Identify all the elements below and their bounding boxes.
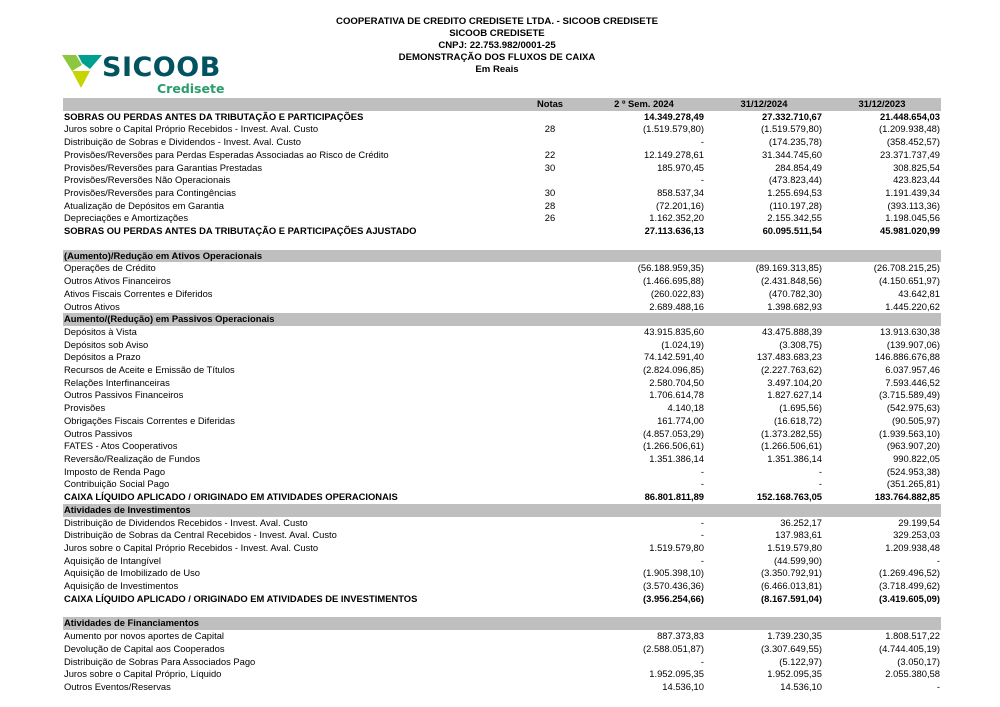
row-notes	[517, 630, 583, 643]
section-header-row	[63, 313, 941, 326]
table-row	[63, 389, 941, 402]
row-value-sem2-2024: 27.113.636,13	[644, 225, 704, 237]
table-row	[63, 630, 941, 643]
row-value-2023: -	[936, 680, 940, 692]
row-value-sem2-2024: 12.149.278,61	[644, 148, 704, 160]
row-notes: 28	[544, 199, 556, 211]
table-row	[63, 643, 941, 656]
row-label: Imposto de Renda Pago	[64, 465, 166, 477]
row-label: Ativos Fiscais Correntes e Diferidos	[64, 287, 213, 299]
row-value-2024: 3.497.104,20	[767, 376, 822, 388]
logo-brand: SICOOB	[102, 52, 221, 83]
row-label: Distribuição de Sobras e Dividendos - Invest. Aval. Custo	[64, 136, 301, 148]
row-value-sem2-2024: (2.824.096,85)	[643, 364, 704, 376]
row-value-2023: 45.981.020,99	[880, 225, 940, 237]
row-value-2024: 31.344.745,60	[762, 148, 822, 160]
row-value-2023: (393.113,36)	[887, 199, 940, 211]
row-value-2023: 23.371.737,49	[880, 148, 940, 160]
row-notes	[517, 174, 583, 187]
row-value-2023: (1.939.563,10)	[879, 427, 940, 439]
row-label: Depósitos à Vista	[64, 325, 137, 337]
row-value-2023: (1.209.938,48)	[879, 123, 940, 135]
row-value-sem2-2024: 858.537,34	[657, 186, 704, 198]
row-value-sem2-2024: (1.466.695,88)	[643, 275, 704, 287]
row-notes	[517, 656, 583, 669]
table-row	[63, 529, 941, 542]
row-value-sem2-2024	[583, 313, 705, 326]
row-notes	[517, 377, 583, 390]
row-value-sem2-2024: 14.349.278,49	[644, 110, 704, 122]
row-value-2023: (3.715.589,49)	[879, 389, 940, 401]
table-row	[63, 440, 941, 453]
row-label: Outros Eventos/Reservas	[64, 680, 171, 692]
row-value-sem2-2024: 2.580.704,50	[649, 376, 704, 388]
row-value-2023: (90.505,97)	[892, 414, 940, 426]
row-value-2023: 1.445.220,62	[885, 300, 940, 312]
row-value-2023	[823, 250, 941, 263]
row-label: Depósitos a Prazo	[64, 351, 141, 363]
row-value-sem2-2024: 1.162.352,20	[649, 212, 704, 224]
row-value-sem2-2024: (2.588.051,87)	[643, 642, 704, 654]
row-notes	[517, 389, 583, 402]
row-notes: 28	[544, 123, 556, 135]
row-value-sem2-2024: (1.266.506,61)	[643, 440, 704, 452]
section-header-row	[63, 504, 941, 517]
row-label: SOBRAS OU PERDAS ANTES DA TRIBUTAÇÃO E PARTICIPAÇÕES AJUSTADO	[64, 225, 417, 237]
spacer-row	[63, 605, 941, 617]
row-notes	[517, 275, 583, 288]
row-notes	[517, 453, 583, 466]
row-value-2024: (5.122,97)	[779, 655, 822, 667]
row-value-2023	[823, 605, 941, 617]
table-row	[63, 200, 941, 213]
row-notes	[517, 643, 583, 656]
col-header-2024: 31/12/2024	[705, 98, 823, 111]
table-row	[63, 656, 941, 669]
row-label: Contribuição Social Pago	[64, 478, 170, 490]
table-header-row	[63, 98, 941, 111]
row-value-2024: (1.373.282,55)	[761, 427, 822, 439]
cnpj: CNPJ: 22.753.982/0001-25	[438, 40, 556, 51]
row-notes	[517, 238, 583, 250]
row-label: Distribuição de Sobras da Central Recebidos - Invest. Aval. Custo	[64, 529, 337, 541]
row-notes	[517, 351, 583, 364]
row-value-2024: 1.255.694,53	[767, 186, 822, 198]
row-label: Distribuição de Sobras Para Associados Pago	[64, 655, 256, 667]
table-row	[63, 162, 941, 175]
logo-subbrand: Credisete	[157, 81, 225, 96]
row-value-sem2-2024: 1.706.614,78	[649, 389, 704, 401]
table-row	[63, 149, 941, 162]
row-value-2023: (4.150.651,97)	[879, 275, 940, 287]
table-row	[63, 428, 941, 441]
row-notes	[517, 681, 583, 694]
row-value-sem2-2024: -	[700, 655, 704, 667]
table-row	[63, 339, 941, 352]
row-notes	[517, 466, 583, 479]
row-value-2023: 423.823,44	[893, 174, 940, 186]
row-value-sem2-2024: 86.801.811,89	[644, 491, 704, 503]
row-notes	[517, 542, 583, 555]
row-value-2024: (473.823,44)	[768, 174, 822, 186]
row-notes	[517, 111, 583, 124]
row-label: Aumento por novos aportes de Capital	[64, 630, 224, 642]
table-row	[63, 174, 941, 187]
table-row	[63, 275, 941, 288]
row-value-2024	[705, 238, 823, 250]
row-notes	[517, 517, 583, 530]
row-notes	[517, 580, 583, 593]
row-label: Aquisição de Imobilizado de Uso	[64, 567, 201, 579]
row-value-2023: 1.198.045,56	[885, 212, 940, 224]
row-value-sem2-2024: 43.915.835,60	[644, 325, 704, 337]
row-notes	[517, 567, 583, 580]
row-value-sem2-2024: (4.857.053,29)	[643, 427, 704, 439]
row-value-2023: 183.764.882,85	[874, 491, 940, 503]
table-row	[63, 364, 941, 377]
total-row	[63, 225, 941, 238]
row-notes	[517, 415, 583, 428]
row-value-2023: 6.037.957,46	[885, 364, 940, 376]
row-value-sem2-2024: (260.022,83)	[650, 287, 704, 299]
table-row	[63, 580, 941, 593]
row-value-2024: 284.854,49	[775, 161, 822, 173]
row-label: Provisões/Reversões Não Operacionais	[64, 174, 231, 186]
row-label: Juros sobre o Capital Próprio Recebidos - Invest. Aval. Custo	[64, 123, 319, 135]
row-notes	[517, 313, 583, 326]
row-value-2023: 43.642,81	[898, 287, 940, 299]
table-row	[63, 326, 941, 339]
row-value-2024: 137.483.683,23	[756, 351, 822, 363]
table-row	[63, 288, 941, 301]
row-label: Outros Passivos Financeiros	[64, 389, 184, 401]
row-value-2023: 146.886.676,88	[874, 351, 940, 363]
row-notes	[517, 428, 583, 441]
row-value-sem2-2024: (1.905.398,10)	[643, 567, 704, 579]
row-value-2023	[823, 238, 941, 250]
row-value-2023	[823, 313, 941, 326]
row-value-sem2-2024	[583, 504, 705, 517]
row-value-2024: (3.307.649,55)	[761, 642, 822, 654]
row-value-2023: 1.191.439,34	[885, 186, 940, 198]
table-row	[63, 301, 941, 314]
row-value-sem2-2024: 4.140,18	[667, 402, 704, 414]
row-value-2024: (1.266.506,61)	[761, 440, 822, 452]
row-value-sem2-2024	[583, 250, 705, 263]
row-value-2023: (358.452,57)	[886, 136, 940, 148]
row-value-2023: (963.907,20)	[886, 440, 940, 452]
row-value-2023: (4.744.405,19)	[879, 642, 940, 654]
row-notes	[517, 339, 583, 352]
row-label: Depósitos sob Aviso	[64, 338, 149, 350]
row-value-2024	[705, 313, 823, 326]
section-header-row	[63, 250, 941, 263]
row-value-sem2-2024: (72.201,16)	[656, 199, 704, 211]
row-value-2023: 308.825,54	[893, 161, 940, 173]
row-value-2023: 2.055.380,58	[885, 668, 940, 680]
row-value-2024: 1.827.627,14	[767, 389, 822, 401]
table-row	[63, 262, 941, 275]
row-value-2024: 2.155.342,55	[767, 212, 822, 224]
table-row	[63, 681, 941, 694]
row-label: Operações de Crédito	[64, 262, 156, 274]
row-value-2024: (89.169.313,85)	[755, 262, 822, 274]
row-label: Aumento/(Redução) em Passivos Operacionais	[63, 313, 517, 326]
row-value-sem2-2024	[583, 617, 705, 630]
table-row	[63, 402, 941, 415]
row-value-sem2-2024: -	[700, 529, 704, 541]
row-notes	[517, 402, 583, 415]
sicoob-chevron-icon	[62, 55, 102, 89]
row-value-sem2-2024: 2.689.488,16	[649, 300, 704, 312]
row-value-2024: 36.252,17	[780, 516, 822, 528]
table-body	[63, 111, 941, 694]
row-label: Aquisição de Investimentos	[64, 580, 179, 592]
row-value-2023: (1.269.496,52)	[879, 567, 940, 579]
row-label: Reversão/Realização de Fundos	[64, 452, 201, 464]
table-row	[63, 351, 941, 364]
total-row	[63, 593, 941, 606]
row-value-sem2-2024: (1.024,19)	[661, 338, 704, 350]
table-row	[63, 668, 941, 681]
row-notes	[517, 250, 583, 263]
row-notes	[517, 478, 583, 491]
row-value-sem2-2024: -	[700, 174, 704, 186]
row-value-2023: (351.265,81)	[886, 478, 940, 490]
row-value-sem2-2024: 1.351.386,14	[649, 452, 704, 464]
row-notes	[517, 364, 583, 377]
row-label: Juros sobre o Capital Próprio Recebidos - Invest. Aval. Custo	[64, 541, 319, 553]
table-row	[63, 212, 941, 225]
row-value-2024: 14.536,10	[780, 680, 822, 692]
row-label: Provisões/Reversões para Contingências	[64, 186, 236, 198]
row-label: Relações Interfinanceiras	[64, 376, 170, 388]
row-value-sem2-2024: 161.774,00	[657, 414, 704, 426]
table-row	[63, 542, 941, 555]
row-notes	[517, 288, 583, 301]
row-value-sem2-2024: -	[700, 516, 704, 528]
company-name: COOPERATIVA DE CREDITO CREDISETE LTDA. - SICOOB CREDISETE	[336, 16, 658, 27]
row-label: Provisões/Reversões para Perdas Esperadas Associadas ao Risco de Crédito	[64, 148, 389, 160]
row-value-sem2-2024: 1.952.095,35	[649, 668, 704, 680]
report-header	[300, 16, 694, 76]
row-label: Atividades de Investimentos	[63, 504, 517, 517]
table-row	[63, 123, 941, 136]
table-row	[63, 466, 941, 479]
row-label: Juros sobre o Capital Próprio, Líquido	[64, 668, 222, 680]
row-value-2024: 137.983,61	[775, 529, 822, 541]
row-label	[63, 238, 517, 250]
row-notes	[517, 225, 583, 238]
row-value-2023: (3.718.499,62)	[879, 580, 940, 592]
spacer-row	[63, 238, 941, 250]
row-value-2024: (174.235,78)	[768, 136, 822, 148]
row-value-sem2-2024: -	[700, 478, 704, 490]
row-notes	[517, 668, 583, 681]
row-value-2023	[823, 504, 941, 517]
row-label: CAIXA LÍQUIDO APLICADO / ORIGINADO EM ATIVIDADES DE INVESTIMENTOS	[64, 592, 418, 604]
row-label: Outros Ativos	[64, 300, 120, 312]
row-label: Recursos de Aceite e Emissão de Títulos	[64, 364, 235, 376]
table-row	[63, 517, 941, 530]
row-value-2023: 1.808.517,22	[885, 630, 940, 642]
row-notes	[517, 491, 583, 504]
row-value-sem2-2024: -	[700, 554, 704, 566]
row-label: SOBRAS OU PERDAS ANTES DA TRIBUTAÇÃO E PARTICIPAÇÕES	[64, 110, 364, 122]
row-value-2023: (3.050,17)	[897, 655, 940, 667]
row-value-2024: 1.739.230,35	[767, 630, 822, 642]
section-header-row	[63, 617, 941, 630]
row-value-2023: 7.593.446,52	[885, 376, 940, 388]
row-value-2024	[705, 617, 823, 630]
row-label: Outros Passivos	[64, 427, 133, 439]
cash-flow-table	[63, 98, 941, 694]
row-label: Provisões/Reversões para Garantias Prestadas	[64, 161, 263, 173]
row-value-2023: (26.708.215,25)	[873, 262, 940, 274]
row-value-2024: (6.466.013,81)	[761, 580, 822, 592]
row-label: Depreciações e Amortizações	[64, 212, 189, 224]
row-label: CAIXA LÍQUIDO APLICADO / ORIGINADO EM ATIVIDADES OPERACIONAIS	[64, 491, 398, 503]
table-row	[63, 478, 941, 491]
row-value-2024: (3.308,75)	[779, 338, 822, 350]
row-value-sem2-2024	[583, 238, 705, 250]
col-header-2023: 31/12/2023	[823, 98, 941, 111]
table-row	[63, 377, 941, 390]
report-title: DEMONSTRAÇÃO DOS FLUXOS DE CAIXA	[398, 52, 596, 63]
row-value-sem2-2024: 14.536,10	[662, 680, 704, 692]
row-notes	[517, 136, 583, 149]
row-label: (Aumento)/Redução em Ativos Operacionais	[63, 250, 517, 263]
row-value-2024: (2.227.763,62)	[761, 364, 822, 376]
row-value-2024: (16.618,72)	[774, 414, 822, 426]
row-value-2023: 21.448.654,03	[880, 110, 940, 122]
row-value-2023: (542.975,63)	[886, 402, 940, 414]
currency-note: Em Reais	[475, 64, 519, 75]
row-value-2024: (8.167.591,04)	[761, 592, 822, 604]
row-notes: 26	[544, 212, 556, 224]
row-notes	[517, 605, 583, 617]
row-value-2023: (139.907,06)	[886, 338, 940, 350]
row-value-2024: (44.599,90)	[774, 554, 822, 566]
col-header-notes: Notas	[517, 98, 583, 111]
row-value-2024: -	[818, 478, 822, 490]
row-value-2023: 329.253,03	[893, 529, 940, 541]
row-value-2024	[705, 605, 823, 617]
row-value-2024: 60.095.511,54	[762, 225, 822, 237]
row-value-2023: 13.913.630,38	[880, 325, 940, 337]
row-value-2024: (470.782,30)	[768, 287, 822, 299]
row-label: Aquisição de Intangível	[64, 554, 161, 566]
row-value-2023: (524.953,38)	[886, 465, 940, 477]
row-value-sem2-2024: (3.956.254,66)	[643, 592, 704, 604]
table-row	[63, 415, 941, 428]
row-value-2024	[705, 250, 823, 263]
row-notes	[517, 262, 583, 275]
row-value-sem2-2024	[583, 605, 705, 617]
row-value-2024: 27.332.710,67	[762, 110, 822, 122]
row-notes	[517, 301, 583, 314]
row-value-2024	[705, 504, 823, 517]
table-row	[63, 136, 941, 149]
row-value-2024: (3.350.792,91)	[761, 567, 822, 579]
total-row	[63, 111, 941, 124]
row-value-2023	[823, 617, 941, 630]
row-label: Provisões	[64, 402, 106, 414]
row-value-sem2-2024: 887.373,83	[657, 630, 704, 642]
row-value-2024: (1.519.579,80)	[761, 123, 822, 135]
table-row	[63, 555, 941, 568]
row-value-sem2-2024: (3.570.436,36)	[643, 580, 704, 592]
row-value-2023: 29.199,54	[898, 516, 940, 528]
row-value-sem2-2024: 185.970,45	[657, 161, 704, 173]
row-label: Distribuição de Dividendos Recebidos - Invest. Aval. Custo	[64, 516, 308, 528]
row-notes	[517, 529, 583, 542]
row-notes	[517, 440, 583, 453]
table-row	[63, 453, 941, 466]
row-notes: 30	[544, 186, 556, 198]
total-row	[63, 491, 941, 504]
row-value-2023: (3.419.605,09)	[879, 592, 940, 604]
row-value-sem2-2024: (56.188.959,35)	[637, 262, 704, 274]
row-label: Devolução de Capital aos Cooperados	[64, 642, 225, 654]
row-notes	[517, 326, 583, 339]
row-value-sem2-2024: -	[700, 465, 704, 477]
row-value-2024: 43.475.888,39	[762, 325, 822, 337]
col-header-label	[63, 98, 517, 111]
row-notes	[517, 504, 583, 517]
row-value-2024: 1.351.386,14	[767, 452, 822, 464]
row-notes	[517, 593, 583, 606]
row-value-sem2-2024: -	[700, 136, 704, 148]
row-value-sem2-2024: 1.519.579,80	[649, 541, 704, 553]
row-value-2024: 152.168.763,05	[756, 491, 822, 503]
col-header-sem2-2024: 2 º Sem. 2024	[583, 98, 705, 111]
row-notes	[517, 617, 583, 630]
row-value-sem2-2024: (1.519.579,80)	[643, 123, 704, 135]
row-label: Atualização de Depósitos em Garantia	[64, 199, 224, 211]
table-row	[63, 187, 941, 200]
sicoob-logo	[62, 54, 232, 98]
row-notes: 30	[544, 161, 556, 173]
row-value-2024: (1.695,56)	[779, 402, 822, 414]
row-value-2024: 1.398.682,93	[767, 300, 822, 312]
row-value-2024: (110.197,28)	[769, 199, 822, 211]
row-notes: 22	[544, 148, 556, 160]
row-value-2023: 990.822,05	[893, 452, 940, 464]
row-value-2024: 1.519.579,80	[767, 541, 822, 553]
row-notes	[517, 555, 583, 568]
row-value-sem2-2024: 74.142.591,40	[644, 351, 704, 363]
row-value-2023: -	[936, 554, 940, 566]
row-label: Outros Ativos Financeiros	[64, 275, 171, 287]
row-value-2024: 1.952.095,35	[767, 668, 822, 680]
company-short-name: SICOOB CREDISETE	[449, 28, 545, 39]
row-value-2024: -	[818, 465, 822, 477]
row-value-2023: 1.209.938,48	[885, 541, 940, 553]
row-label: Atividades de Financiamentos	[63, 617, 517, 630]
row-label: Obrigações Fiscais Correntes e Diferidas	[64, 414, 235, 426]
row-label: FATES - Atos Cooperativos	[64, 440, 178, 452]
row-value-2024: (2.431.848,56)	[761, 275, 822, 287]
row-label	[63, 605, 517, 617]
table-row	[63, 567, 941, 580]
